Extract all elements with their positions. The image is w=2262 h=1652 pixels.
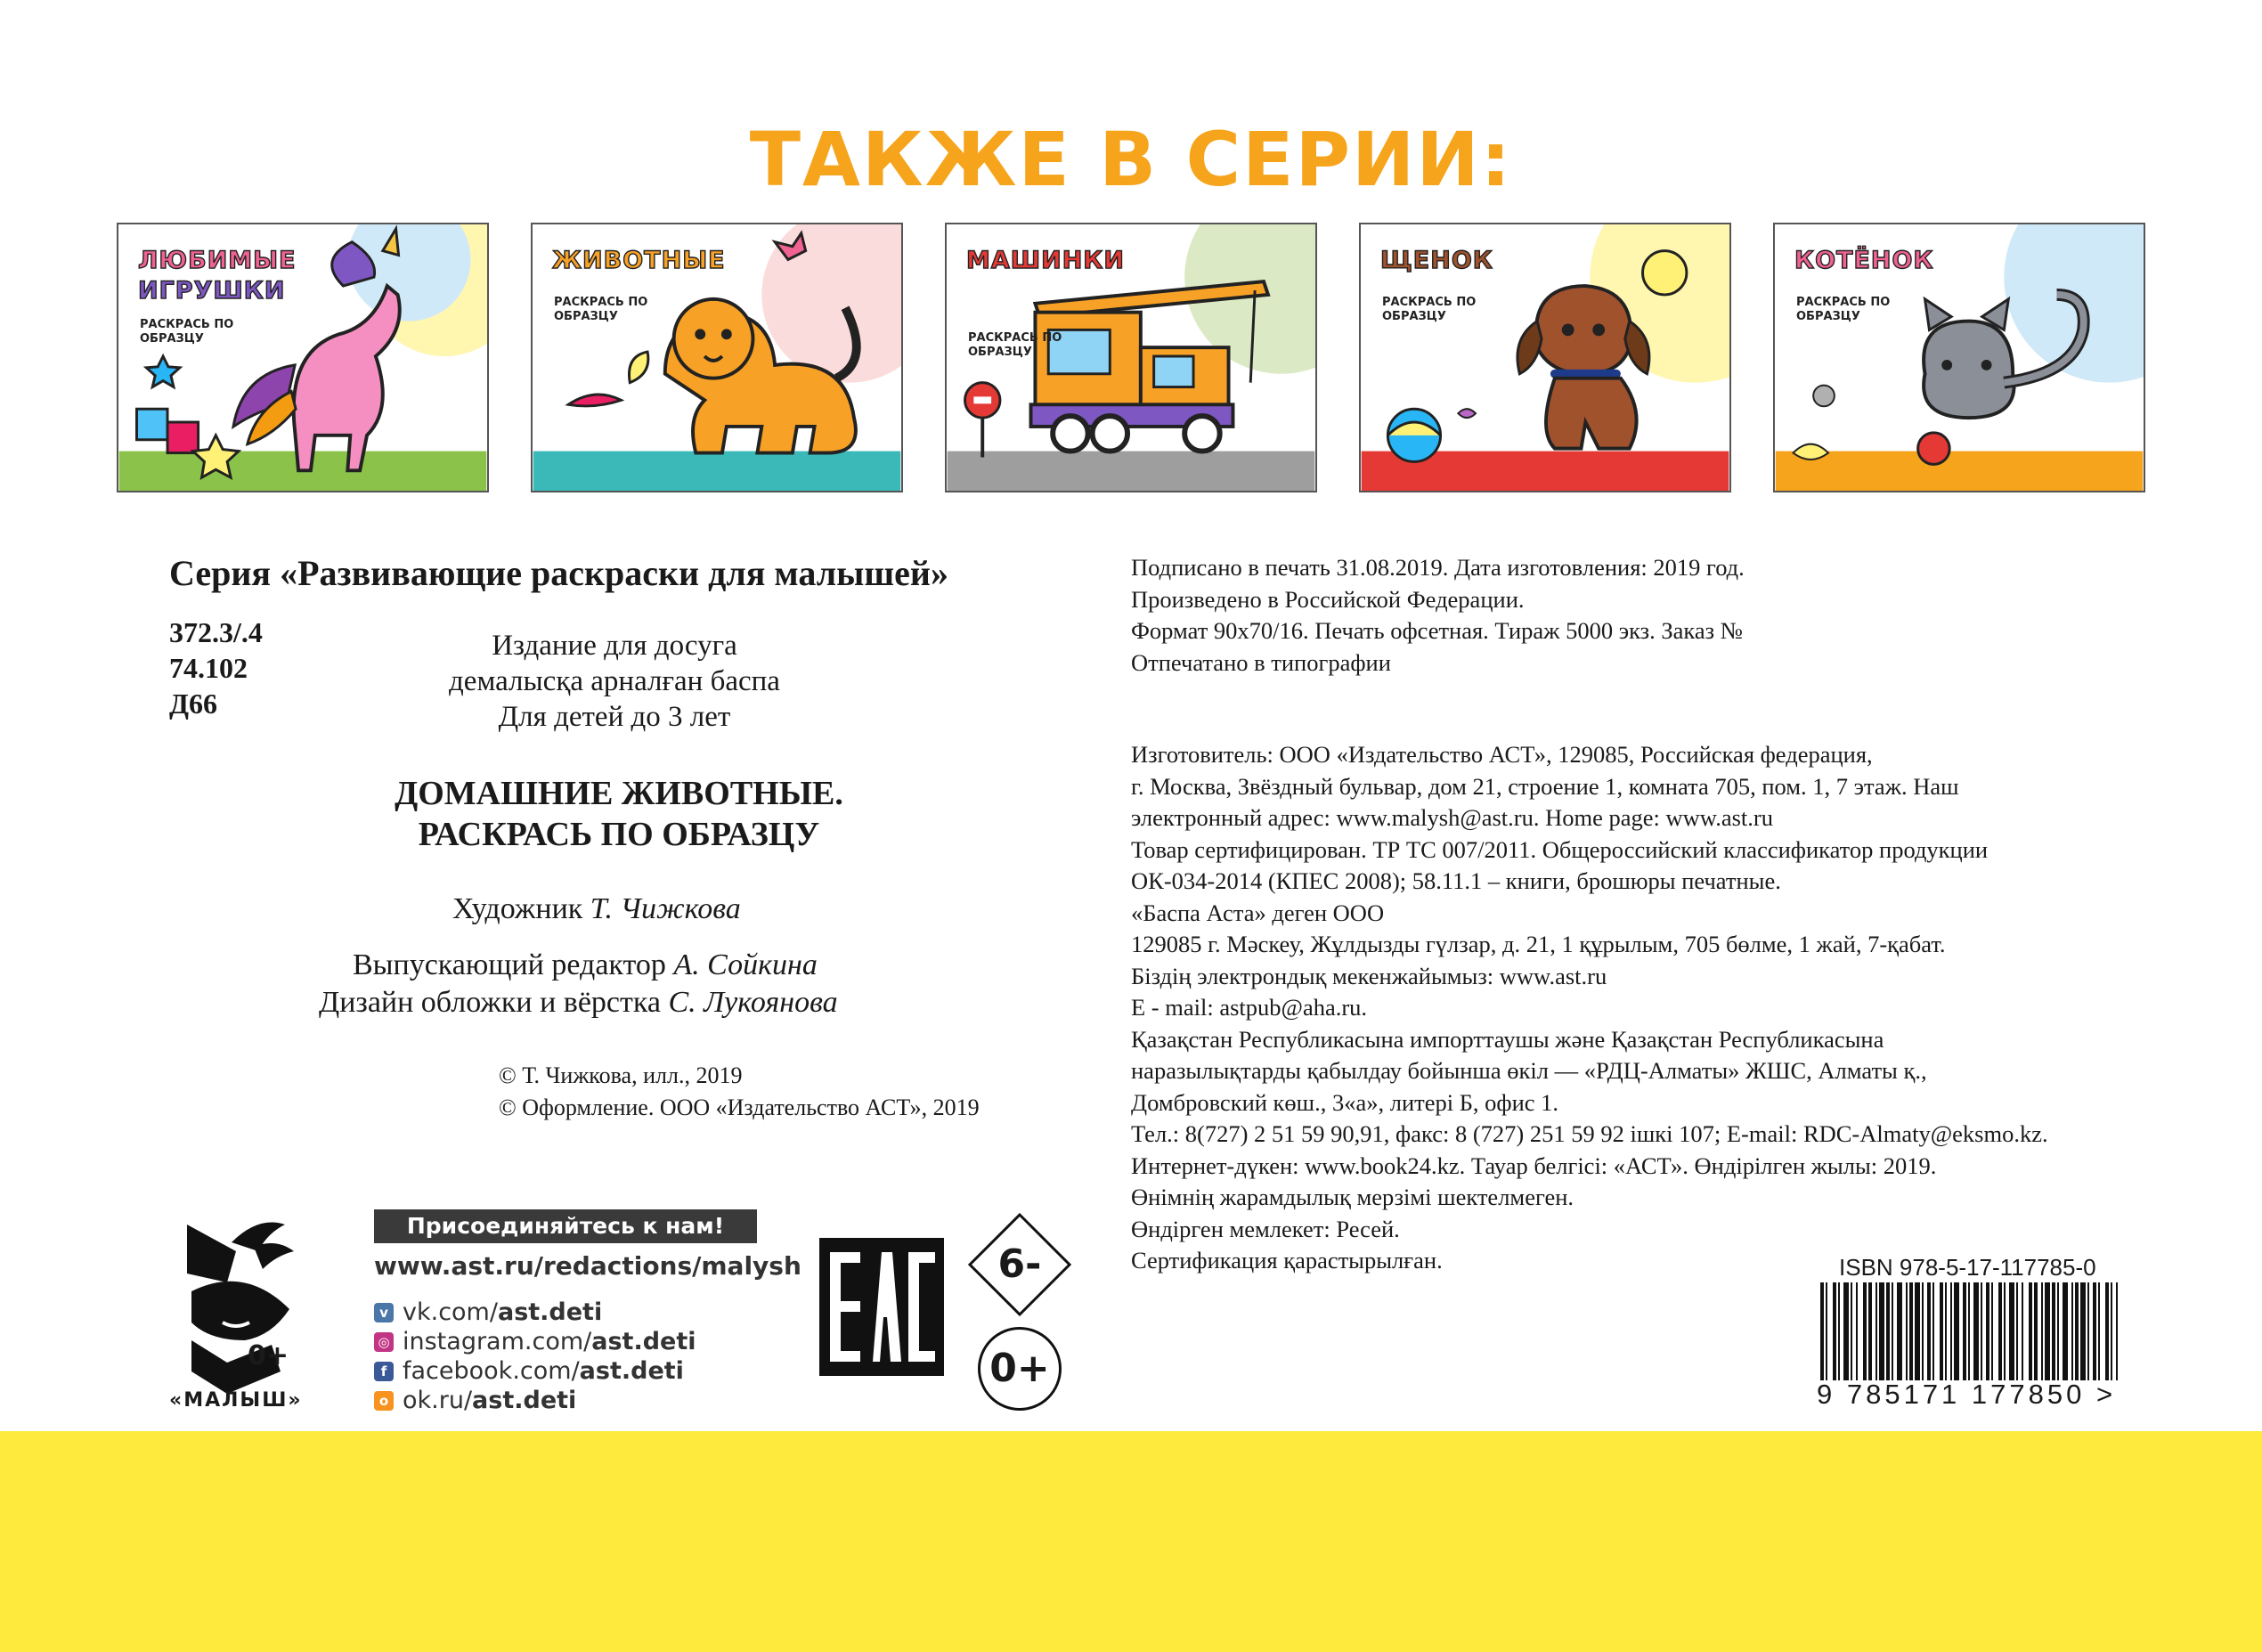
social-link-instagram[interactable]: ◎ instagram.com/ast.deti: [374, 1327, 696, 1356]
book-title: ЛЮБИМЫЕ ИГРУШКИ: [138, 247, 297, 305]
print-info: Подписано в печать 31.08.2019. Дата изготовления: 2019 год. Произведено в Российской Федерации. Формат 90х70/16. Печать офсетная. Тираж 5000 экз. Заказ № Отпечатано в типографии: [1131, 554, 1745, 676]
book-subtitle: РАСКРАСЬ ПО ОБРАЗЦУ: [1796, 296, 1891, 323]
barcode: [1817, 1282, 2128, 1385]
book-title: ЖИВОТНЫЕ: [552, 247, 726, 274]
artist-credit: Художник Т. Чижкова: [452, 892, 741, 925]
book-title: КОТЁНОК: [1794, 247, 1934, 274]
isbn-label: ISBN 978-5-17-117785-0: [1839, 1254, 2096, 1281]
logo-age: 0+: [248, 1340, 289, 1371]
series-heading: ТАКЖЕ В СЕРИИ:: [749, 116, 1513, 203]
book-subtitle: РАСКРАСЬ ПО ОБРАЗЦУ: [554, 296, 648, 323]
age-rating-circle: 0+: [978, 1327, 1062, 1411]
manufacturer-info: Изготовитель: ООО «Издательство АСТ», 129085, Российская федерация, г. Москва, Звёздный бульвар, дом 21, строение 1, комната 705, пом. 1, 7 этаж. Наш электронный адрес: www.malysh@ast.ru. Home page: www.ast.ru Товар сертифицирован. ТР ТС 007/2011. Общероссийский классификатор продукции ОК-034-2014 (КПЕС 2008); 58.11.1 – книги, брошюры печатные. «Баспа Аста» деген ООО 129085 г. Мәскеу, Жұлдызды гүлзар, д. 21, 1 құрылым, 705 бөлме, 1 жай, 7-қабат. Біздің электрондық мекенжайымыз: www.ast.ru E - mail: astpub@aha.ru. Қазақстан Республикасына импорттаушы және Қазақстан Республикасына наразылықтарды қабылдау бойынша өкіл — «РДЦ-Алматы» ЖШС, Алматы қ., Домбровский көш., 3«а», литері Б, офис 1. Тел.: 8(727) 2 51 59 90,91, факс: 8 (727) 251 59 92 ішкі 107; E-mail: RDC-Almaty@eksmo.kz. Интернет-дүкен: www.book24.kz. Тауар белгісі: «АСТ». Өндірілген жылы: 2019. Өнімнің жарамдылық мерзімі шектелмеген. Өндірген мемлекет: Ресей. Сертификация қарастырылған.: [1131, 741, 2048, 1274]
instagram-icon: ◎: [374, 1332, 394, 1352]
book-subtitle: РАСКРАСЬ ПО ОБРАЗЦУ: [968, 331, 1062, 359]
social-links: [374, 1298, 696, 1415]
book-main-title: ДОМАШНИЕ ЖИВОТНЫЕ. РАСКРАСЬ ПО ОБРАЗЦУ: [395, 775, 843, 853]
book-cover-kitten[interactable]: [1773, 223, 2145, 492]
odnoklassniki-icon: o: [374, 1391, 394, 1411]
book-cover-animals[interactable]: [531, 223, 903, 492]
book-cover-toys[interactable]: [117, 223, 489, 492]
book-cover-puppy[interactable]: [1359, 223, 1731, 492]
facebook-icon: f: [374, 1362, 394, 1381]
copyright: © Т. Чижкова, илл., 2019 © Оформление. ООО «Издательство АСТ», 2019: [499, 1062, 980, 1120]
vk-icon: v: [374, 1303, 394, 1322]
age-rating-diamond: 6-: [966, 1211, 1073, 1318]
classification-codes: 372.3/.4 74.102 Д66: [169, 616, 263, 720]
book-cover-cars[interactable]: [945, 223, 1317, 492]
social-link-ok[interactable]: o ok.ru/ast.deti: [374, 1386, 696, 1415]
book-subtitle: РАСКРАСЬ ПО ОБРАЗЦУ: [1382, 296, 1477, 323]
barcode-digits: 9 785171 177850 >: [1817, 1379, 2117, 1410]
publisher-url[interactable]: www.ast.ru/redactions/malysh: [374, 1251, 801, 1281]
social-link-facebook[interactable]: f facebook.com/ast.deti: [374, 1356, 696, 1386]
series-name: Серия «Развивающие раскраски для малышей»: [169, 553, 948, 593]
edition-info: Издание для досуга демалысқа арналған баспа Для детей до 3 лет: [449, 630, 780, 733]
book-title: ЩЕНОК: [1380, 247, 1493, 274]
bottom-color-band: [0, 1431, 2262, 1652]
book-title: МАШИНКИ: [966, 247, 1125, 274]
editor-credit: Выпускающий редактор А. Сойкина: [353, 948, 818, 981]
logo-name: «МАЛЫШ»: [169, 1389, 303, 1412]
eac-mark-icon: [819, 1238, 944, 1376]
publisher-logo-icon: [169, 1207, 312, 1420]
design-credit: Дизайн обложки и вёрстка С. Лукоянова: [319, 986, 838, 1019]
social-link-vk[interactable]: v vk.com/ast.deti: [374, 1298, 696, 1327]
book-subtitle: РАСКРАСЬ ПО ОБРАЗЦУ: [140, 318, 234, 346]
malysh-logo: [169, 1207, 312, 1420]
join-us-banner: Присоединяйтесь к нам!: [374, 1209, 757, 1243]
